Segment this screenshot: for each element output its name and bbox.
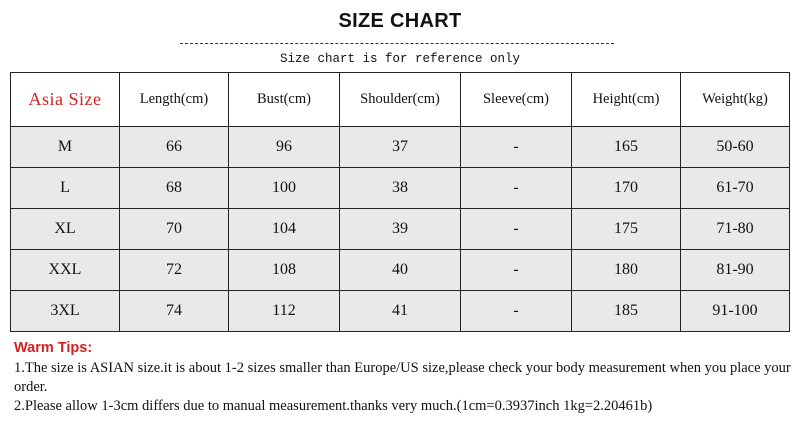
cell-shoulder: 41 [340, 291, 461, 332]
size-chart-table-container [10, 72, 789, 332]
cell-shoulder: 39 [340, 209, 461, 250]
header-bust: Bust(cm) [229, 73, 340, 127]
table-row [11, 250, 790, 291]
tip-item: 1.The size is ASIAN size.it is about 1-2 sizes smaller than Europe/US size,please check your body measurement when you place your order. [14, 360, 791, 395]
cell-sleeve: - [461, 250, 572, 291]
table-row [11, 168, 790, 209]
header-row [11, 73, 790, 127]
cell-sleeve: - [461, 209, 572, 250]
cell-length: 68 [120, 168, 229, 209]
header-sleeve: Sleeve(cm) [461, 73, 572, 127]
cell-bust: 100 [229, 168, 340, 209]
header-length: Length(cm) [120, 73, 229, 127]
cell-shoulder: 38 [340, 168, 461, 209]
cell-weight: 61-70 [681, 168, 790, 209]
cell-height: 185 [572, 291, 681, 332]
cell-height: 170 [572, 168, 681, 209]
table-row [11, 127, 790, 168]
cell-sleeve: - [461, 291, 572, 332]
cell-bust: 104 [229, 209, 340, 250]
cell-height: 180 [572, 250, 681, 291]
reference-note: Size chart is for reference only [279, 52, 521, 66]
cell-size: L [11, 168, 120, 209]
header-asia-size: Asia Size [11, 73, 120, 127]
cell-bust: 112 [229, 291, 340, 332]
cell-length: 74 [120, 291, 229, 332]
cell-size: M [11, 127, 120, 168]
warm-tips-heading: Warm Tips: [14, 340, 93, 356]
cell-bust: 96 [229, 127, 340, 168]
tip-item: 2.Please allow 1-3cm differs due to manual measurement.thanks very much.(1cm=0.3937inch 1kg=2.20461b) [14, 398, 653, 414]
cell-height: 165 [572, 127, 681, 168]
cell-shoulder: 37 [340, 127, 461, 168]
cell-sleeve: - [461, 127, 572, 168]
cell-length: 72 [120, 250, 229, 291]
cell-length: 70 [120, 209, 229, 250]
cell-bust: 108 [229, 250, 340, 291]
cell-sleeve: - [461, 168, 572, 209]
cell-shoulder: 40 [340, 250, 461, 291]
cell-weight: 91-100 [681, 291, 790, 332]
cell-size: XXL [11, 250, 120, 291]
cell-length: 66 [120, 127, 229, 168]
cell-weight: 71-80 [681, 209, 790, 250]
cell-size: 3XL [11, 291, 120, 332]
header-weight: Weight(kg) [681, 73, 790, 127]
cell-weight: 50-60 [681, 127, 790, 168]
cell-weight: 81-90 [681, 250, 790, 291]
table-row [11, 209, 790, 250]
header-height: Height(cm) [572, 73, 681, 127]
page-title: SIZE CHART [338, 10, 462, 32]
header-shoulder: Shoulder(cm) [340, 73, 461, 127]
cell-height: 175 [572, 209, 681, 250]
table-row [11, 291, 790, 332]
dashed-divider [180, 43, 614, 44]
size-chart-table [10, 72, 790, 332]
cell-size: XL [11, 209, 120, 250]
warm-tips-list [14, 359, 794, 416]
